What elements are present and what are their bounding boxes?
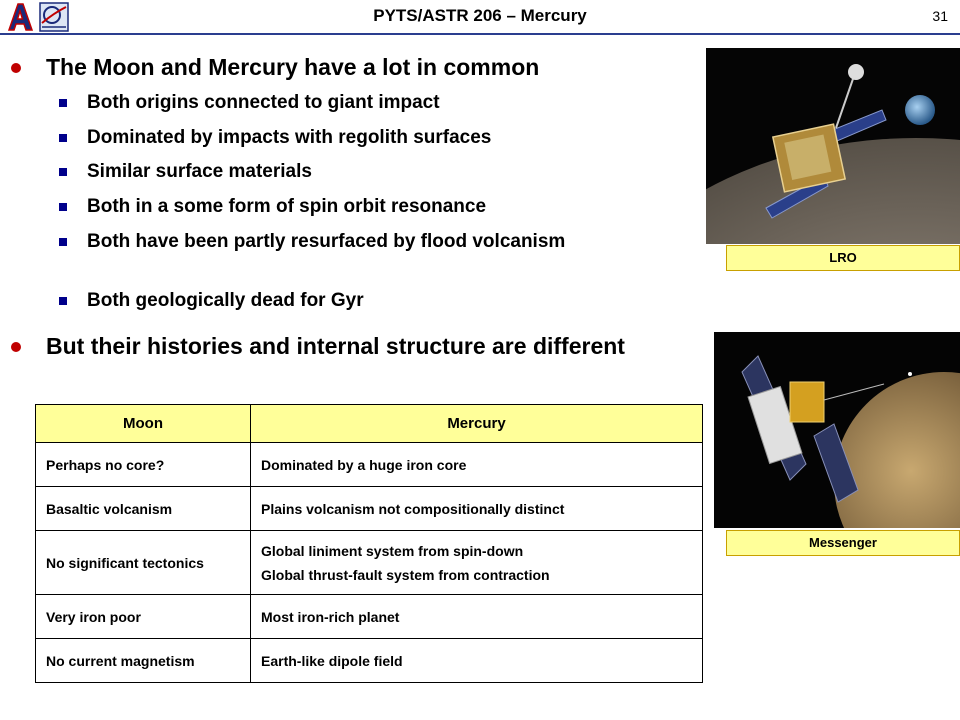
sub-bullet: Both geologically dead for Gyr: [87, 290, 364, 311]
table-cell: No current magnetism: [36, 639, 251, 683]
lro-spacecraft-image: [706, 48, 960, 244]
table-row: [36, 639, 703, 683]
sub-bullet: Both origins connected to giant impact: [87, 92, 440, 113]
table-cell: No significant tectonics: [36, 531, 251, 595]
table-cell-line: Global liniment system from spin-down: [261, 542, 524, 559]
main-bullet: The Moon and Mercury have a lot in common: [46, 54, 540, 80]
comparison-table: [35, 404, 703, 683]
table-row: [36, 487, 703, 531]
bullet-square-icon: [59, 134, 67, 142]
table-cell: Most iron-rich planet: [251, 595, 703, 639]
sub-bullet: Dominated by impacts with regolith surfaces: [87, 127, 492, 148]
table-header-row: [36, 405, 703, 443]
table-cell: Earth-like dipole field: [251, 639, 703, 683]
table-cell-line: Global thrust-fault system from contraction: [261, 566, 550, 583]
header-divider: [0, 33, 960, 35]
table-cell: Perhaps no core?: [36, 443, 251, 487]
page-number: 31: [932, 8, 948, 24]
slide-header: [0, 0, 960, 34]
bullet-square-icon: [59, 168, 67, 176]
sub-bullet: Both have been partly resurfaced by flood volcanism: [87, 231, 566, 252]
table-cell: Basaltic volcanism: [36, 487, 251, 531]
main-bullet: But their histories and internal structure are different: [46, 333, 625, 359]
lro-illustration: [706, 48, 960, 244]
bullet-square-icon: [59, 238, 67, 246]
table-row: [36, 531, 703, 595]
table-row: [36, 595, 703, 639]
bullet-square-icon: [59, 99, 67, 107]
table-header-mercury: Mercury: [251, 405, 703, 443]
sub-bullet: Similar surface materials: [87, 161, 312, 182]
sub-bullet: Both in a some form of spin orbit resonance: [87, 196, 487, 217]
lro-caption: LRO: [726, 245, 960, 271]
bullet-square-icon: [59, 297, 67, 305]
bullet-square-icon: [59, 203, 67, 211]
table-cell: Dominated by a huge iron core: [251, 443, 703, 487]
table-cell: [251, 531, 703, 595]
messenger-illustration: [714, 332, 960, 528]
table-header-moon: Moon: [36, 405, 251, 443]
slide-course-title: PYTS/ASTR 206 – Mercury: [373, 6, 587, 25]
messenger-caption: Messenger: [726, 530, 960, 556]
table-row: [36, 443, 703, 487]
table-cell: Plains volcanism not compositionally distinct: [251, 487, 703, 531]
messenger-spacecraft-image: [714, 332, 960, 528]
bullet-dot-icon: [11, 342, 21, 352]
table-cell: Very iron poor: [36, 595, 251, 639]
bullet-dot-icon: [11, 63, 21, 73]
